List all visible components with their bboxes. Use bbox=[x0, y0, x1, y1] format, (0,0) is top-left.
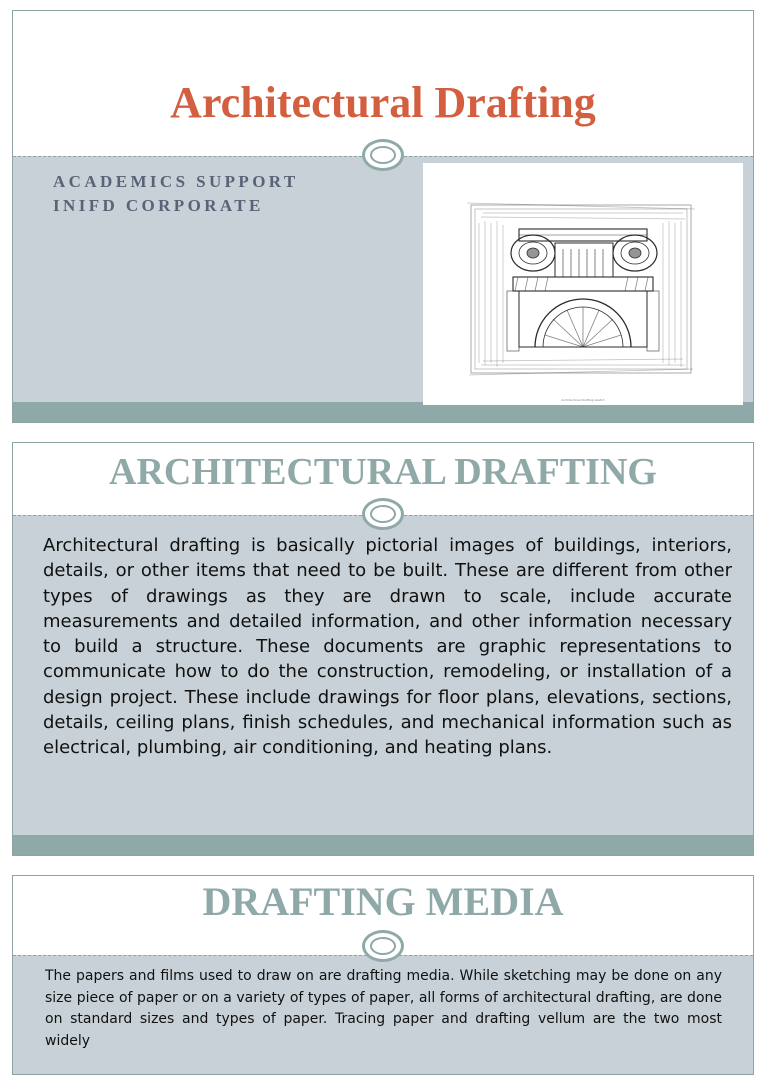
content-band bbox=[13, 955, 753, 1075]
slide-title: DRAFTING MEDIA bbox=[202, 879, 564, 924]
sketch-drawing bbox=[423, 163, 743, 405]
column-capital-sketch-image bbox=[423, 163, 743, 405]
content-band bbox=[13, 515, 753, 835]
body-paragraph: Architectural drafting is basically pictorial images of buildings, interiors, details, or other items that need to be built. These are different from other types of drawings as they are drawn to scale, include accurate measurements and detailed information, and other information necessary to build a structure. These documents are graphic representations to communicate how to do the construction, remodeling, or installation of a design project. These include drawings for floor plans, elevations, sections, details, ceiling plans, finish schedules, and mechanical information such as electrical, plumbing, air conditioning, and heating plans. bbox=[43, 535, 732, 759]
slide-1 bbox=[12, 10, 754, 423]
subtitle-line-1: ACADEMICS SUPPORT bbox=[53, 172, 299, 191]
subtitle-line-2: INIFD CORPORATE bbox=[53, 196, 264, 215]
ring-divider-icon bbox=[362, 498, 404, 530]
title-band bbox=[13, 11, 753, 156]
footer-band bbox=[13, 835, 753, 855]
slide-2 bbox=[12, 442, 754, 856]
slide-title: Architectural Drafting bbox=[170, 78, 596, 127]
body-paragraph: The papers and films used to draw on are drafting media. While sketching may be done on any size piece of paper or on a variety of types of paper, all forms of architectural drafting, are done on standard sizes and types of paper. Tracing paper and drafting vellum are the two most widely bbox=[45, 968, 722, 1049]
slide-title: ARCHITECTURAL DRAFTING bbox=[109, 451, 657, 493]
slide-3 bbox=[12, 875, 754, 1075]
ring-divider-icon bbox=[362, 930, 404, 962]
sketch-caption: Architectural Drafting sketch bbox=[561, 398, 605, 402]
ring-divider-icon bbox=[362, 139, 404, 171]
